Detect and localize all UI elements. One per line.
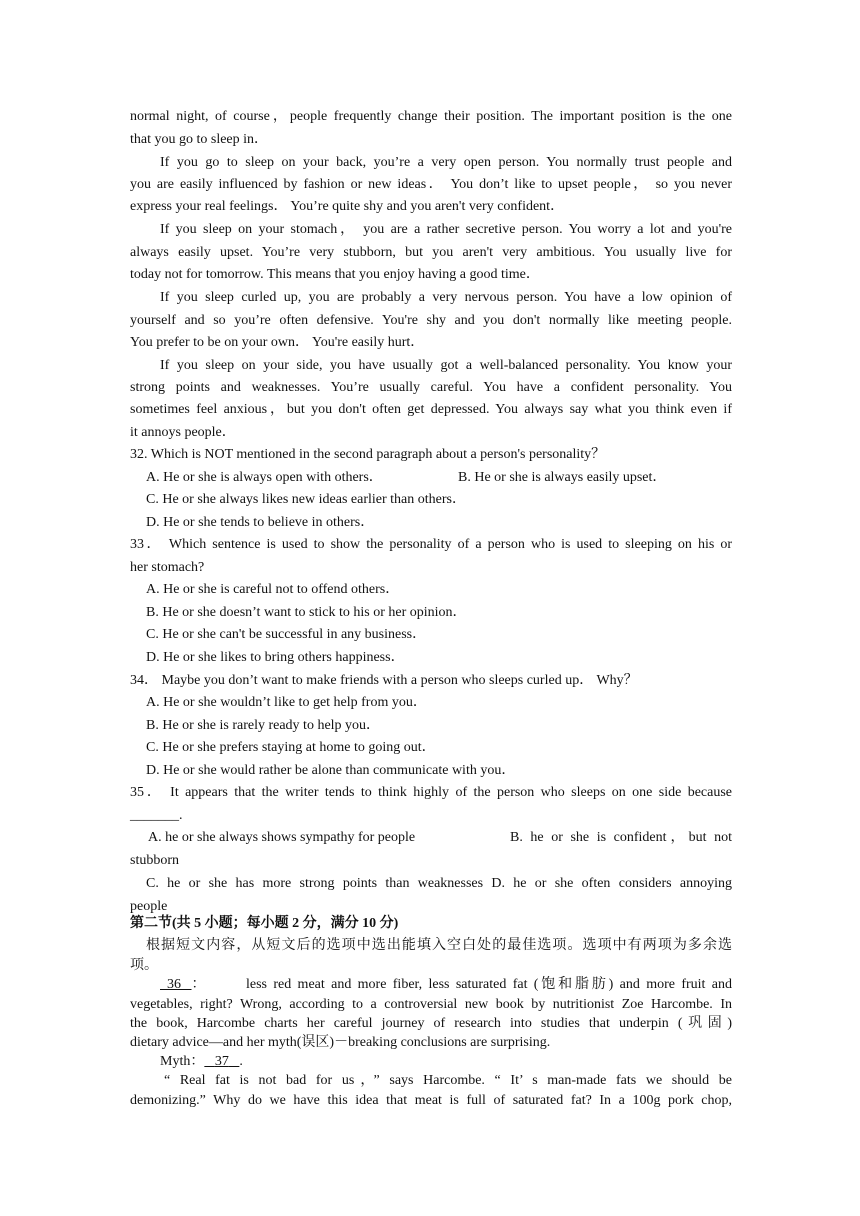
q35-option-d-cont: people	[130, 899, 168, 914]
passage-line: today not for tomorrow. This means that you enjoy having a good time．	[130, 267, 540, 282]
q32-option-d: D. He or she tends to believe in others．	[146, 515, 375, 530]
passage-line: normal night, of course，people frequently change their position. The important position is the one	[130, 109, 732, 124]
paragraph-line: “ Real fat is not bad for us，” says Harcombe. “ It’ s man-made fats we should be	[164, 1073, 732, 1088]
passage-line: If you sleep curled up, you are probably a very nervous person. You have a low opinion of	[160, 290, 732, 305]
section-instructions: 根据短文内容，从短文后的选项中选出能填入空白处的最佳选项。选项中有两项为多余选	[146, 937, 732, 953]
q33-option-c: C. He or she can't be successful in any business．	[146, 627, 427, 642]
question-35: 35． It appears that the writer tends to think highly of the person who sleeps on one side because	[130, 785, 732, 800]
paragraph-line: dietary advice—and her myth(误区)－breaking conclusions are surprising.	[130, 1035, 551, 1050]
q34-option-a: A. He or she wouldn’t like to get help from you．	[146, 695, 427, 710]
passage-line: If you sleep on your stomach， you are a rather secretive person. You worry a lot and you're	[160, 222, 732, 237]
question-33: 33． Which sentence is used to show the personality of a person who is used to sleeping on his or	[130, 537, 732, 552]
section-heading: 第二节(共 5 小题；每小题 2 分，满分 10 分)	[130, 916, 399, 931]
paragraph-line: the book, Harcombe charts her careful journey of research into studies that underpin (巩固)	[130, 1016, 732, 1031]
question-32: 32. Which is NOT mentioned in the second paragraph about a person's personality？	[130, 447, 606, 462]
q32-option-c: C. He or she always likes new ideas earlier than others．	[146, 492, 466, 507]
q33-option-b: B. He or she doesn’t want to stick to his or her opinion．	[146, 605, 467, 620]
passage-line: yourself and so you’re often defensive. You're shy and you don't normally like meeting people.	[130, 313, 732, 328]
question-35-blank: _______.	[130, 808, 183, 823]
passage-line: that you go to sleep in．	[130, 132, 269, 147]
question-33-cont: her stomach?	[130, 560, 205, 575]
blank-37-number: 37	[214, 1054, 229, 1069]
passage-line: You prefer to be on your own． You're easily hurt．	[130, 335, 425, 350]
q34-option-d: D. He or she would rather be alone than communicate with you．	[146, 763, 516, 778]
myth-label: Myth：	[160, 1054, 205, 1069]
q33-option-a: A. He or she is careful not to offend others．	[146, 582, 400, 597]
q35-option-b-cont: stubborn	[130, 853, 179, 868]
blank-36-number: 36	[167, 977, 181, 992]
q35-option-c-d: C. he or she has more strong points than weaknesses D. he or she often considers annoying	[146, 876, 732, 891]
q32-option-a: A. He or she is always open with others．	[146, 470, 383, 485]
passage-line: If you go to sleep on your back, you’re a very open person. You normally trust people and	[160, 155, 732, 170]
q35-option-a: A. he or she always shows sympathy for people	[148, 830, 416, 845]
q33-option-d: D. He or she likes to bring others happiness．	[146, 650, 405, 665]
passage-line: always easily upset. You’re very stubborn, but you aren't very ambitious. You usually live for	[130, 245, 732, 260]
paragraph-line: less red meat and more fiber, less saturated fat (饱和脂肪) and more fruit and	[246, 977, 732, 992]
myth-line: Myth： 37 .	[160, 1054, 243, 1069]
q34-option-b: B. He or she is rarely ready to help you．	[146, 718, 381, 733]
blank-36: 36 ：	[167, 977, 206, 992]
passage-line: you are easily influenced by fashion or new ideas． You don’t like to upset people， so you never	[130, 177, 732, 192]
passage-line: sometimes feel anxious，but you don't often get depressed. You always say what you think even if	[130, 402, 732, 417]
passage-line: it annoys people．	[130, 425, 236, 440]
question-34: 34． Maybe you don’t want to make friends with a person who sleeps curled up． Why？	[130, 673, 638, 688]
q35-option-b: B. he or she is confident，but not	[510, 830, 732, 845]
passage-line: strong points and weaknesses. You’re usually careful. You have a confident personality. You	[130, 380, 732, 395]
q32-option-b: B. He or she is always easily upset．	[458, 470, 667, 485]
section-instructions-cont: 项。	[130, 957, 158, 973]
passage-line: If you sleep on your side, you have usually got a well-balanced personality. You know your	[160, 358, 732, 373]
q34-option-c: C. He or she prefers staying at home to going out．	[146, 740, 436, 755]
paragraph-line: vegetables, right? Wrong, according to a controversial new book by nutritionist Zoe Harcombe. In	[130, 997, 732, 1012]
passage-line: express your real feelings． You’re quite shy and you aren't very confident．	[130, 199, 565, 214]
paragraph-line: demonizing.” Why do we have this idea that meat is full of saturated fat? In a 100g pork chop,	[130, 1093, 732, 1108]
